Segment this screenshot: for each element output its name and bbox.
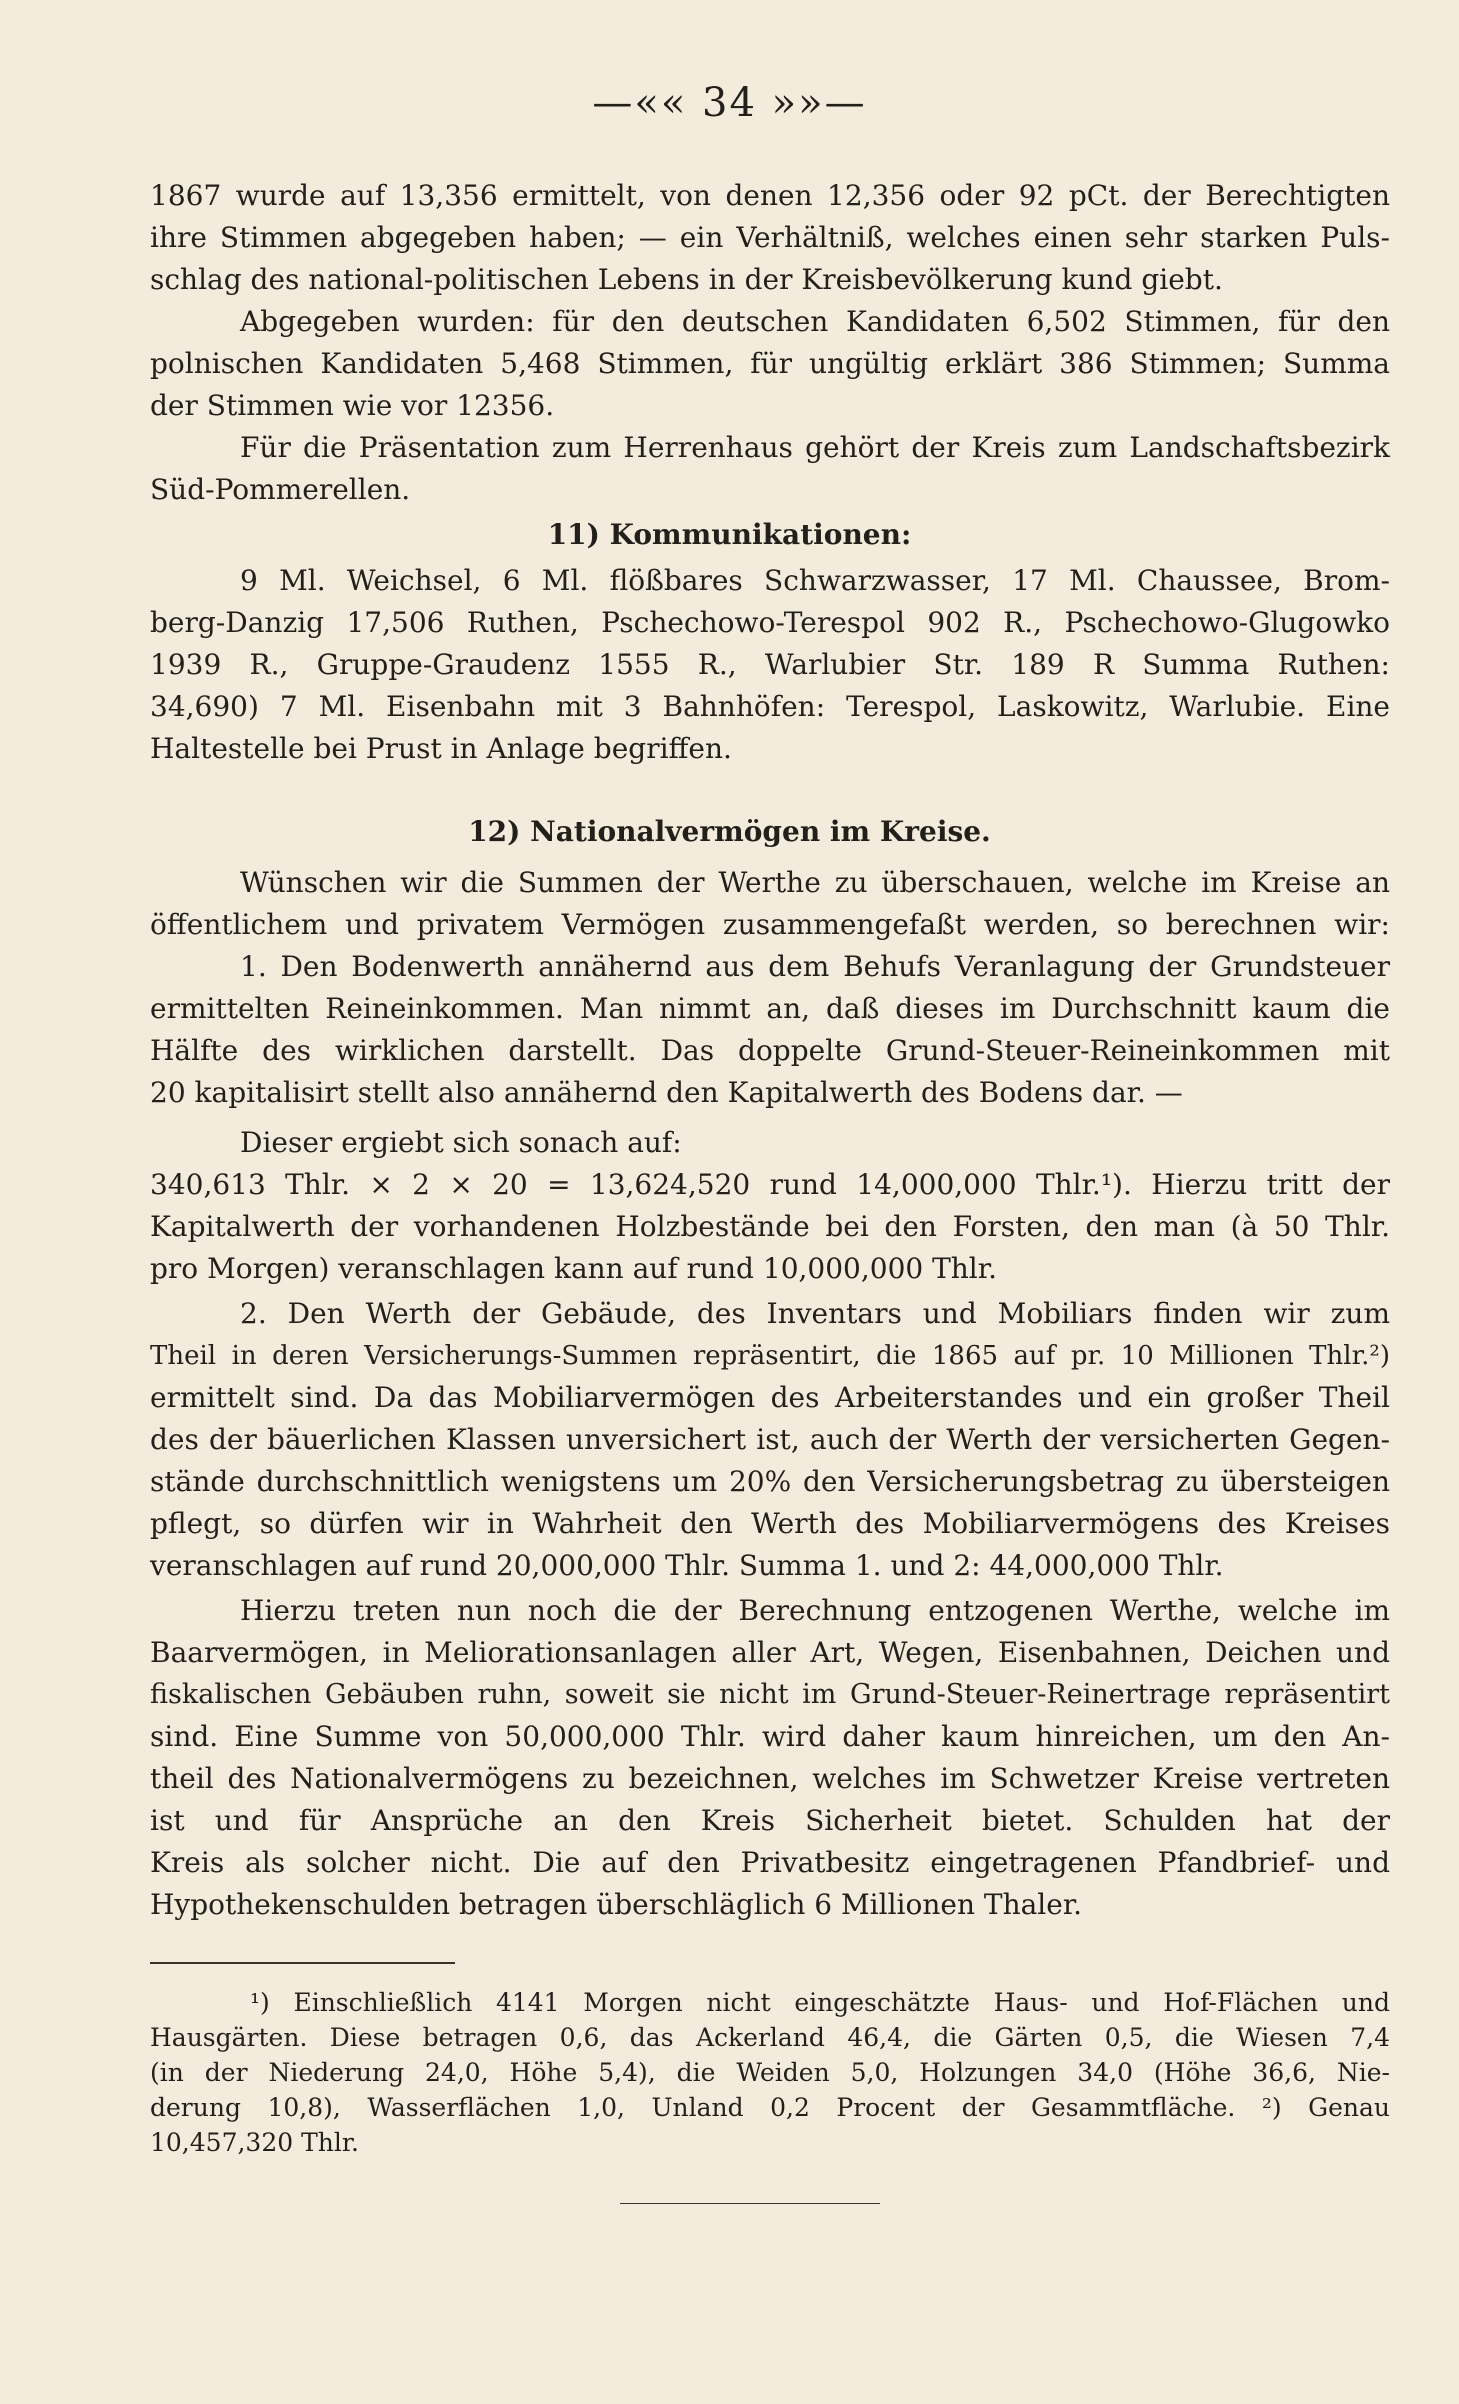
text-line: der Stimmen wie vor 12356. <box>150 389 555 422</box>
footnote-line: derung 10,8), Wasserflächen 1,0, Unland 0,2 Procent der Gesammtfläche. ²) Genau <box>150 2093 1390 2122</box>
text-line: Für die Präsentation zum Herrenhaus gehört der Kreis zum Landschaftsbezirk <box>240 431 1390 464</box>
text-line: Kapitalwerth der vorhandenen Holzbestände bei den Forsten, den man (à 50 Thlr. <box>150 1210 1390 1243</box>
text-line: fiskalischen Gebäuben ruhn, soweit sie nicht im Grund-Steuer-Reinertrage repräsentirt <box>150 1679 1390 1710</box>
text-line: 9 Ml. Weichsel, 6 Ml. flößbares Schwarzwasser, 17 Ml. Chaussee, Brom- <box>240 564 1390 597</box>
text-line: öffentlichem und privatem Vermögen zusammengefaßt werden, so berechnen wir: <box>150 908 1390 941</box>
text-line: Theil in deren Versicherungs-Summen repräsentirt, die 1865 auf pr. 10 Millionen Thlr.²) <box>150 1341 1390 1371</box>
text-line: 1867 wurde auf 13,356 ermittelt, von denen 12,356 oder 92 pCt. der Berechtigten <box>150 179 1390 212</box>
text-line: sind. Eine Summe von 50,000,000 Thlr. wird daher kaum hinreichen, um den An- <box>150 1720 1390 1753</box>
text-line: Hierzu treten nun noch die der Berechnung entzogenen Werthe, welche im <box>240 1594 1390 1627</box>
text-line: 1. Den Bodenwerth annähernd aus dem Behufs Veranlagung der Grundsteuer <box>240 950 1390 983</box>
text-line: Kreis als solcher nicht. Die auf den Privatbesitz eingetragenen Pfandbrief- und <box>150 1846 1390 1879</box>
text-line: schlag des national-politischen Lebens in der Kreisbevölkerung kund giebt. <box>150 263 1223 296</box>
text-line: Hälfte des wirklichen darstellt. Das doppelte Grund-Steuer-Reineinkommen mit <box>150 1034 1390 1067</box>
text-line: ihre Stimmen abgegeben haben; — ein Verhältniß, welches einen sehr starken Puls- <box>150 221 1390 254</box>
text-line: pro Morgen) veranschlagen kann auf rund 10,000,000 Thlr. <box>150 1252 997 1285</box>
text-line: 34,690) 7 Ml. Eisenbahn mit 3 Bahnhöfen: Terespol, Laskowitz, Warlubie. Eine <box>150 690 1390 723</box>
footnote-line: (in der Niederung 24,0, Höhe 5,4), die Weiden 5,0, Holzungen 34,0 (Höhe 36,6, Nie- <box>150 2058 1390 2087</box>
text-line: polnischen Kandidaten 5,468 Stimmen, für ungültig erklärt 386 Stimmen; Summa <box>150 347 1390 380</box>
bottom-rule <box>620 2203 880 2204</box>
text-line: Hypothekenschulden betragen überschläglich 6 Millionen Thaler. <box>150 1888 1083 1921</box>
text-line: theil des Nationalvermögens zu bezeichnen, welches im Schwetzer Kreise vertreten <box>150 1762 1390 1795</box>
text-line: des der bäuerlichen Klassen unversichert ist, auch der Werth der versicherten Gegen- <box>150 1423 1390 1456</box>
text-line: veranschlagen auf rund 20,000,000 Thlr. Summa 1. und 2: 44,000,000 Thlr. <box>150 1549 1224 1582</box>
text-line: 20 kapitalisirt stellt also annähernd den Kapitalwerth des Bodens dar. — <box>150 1076 1183 1109</box>
footnote-line: 10,457,320 Thlr. <box>150 2128 360 2157</box>
text-line: Dieser ergiebt sich sonach auf: <box>240 1126 682 1159</box>
text-line: pflegt, so dürfen wir in Wahrheit den Werth des Mobiliarvermögens des Kreises <box>150 1507 1390 1540</box>
text-line: Baarvermögen, in Meliorationsanlagen aller Art, Wegen, Eisenbahnen, Deichen und <box>150 1636 1390 1669</box>
text-line: 1939 R., Gruppe-Graudenz 1555 R., Warlubier Str. 189 R Summa Ruthen: <box>150 648 1390 681</box>
text-line: stände durchschnittlich wenigstens um 20% den Versicherungsbetrag zu übersteigen <box>150 1465 1390 1498</box>
section-heading: 11) Kommunikationen: <box>547 518 912 551</box>
text-line: ermittelten Reineinkommen. Man nimmt an, daß dieses im Durchschnitt kaum die <box>150 992 1390 1025</box>
text-line: ist und für Ansprüche an den Kreis Sicherheit bietet. Schulden hat der <box>150 1804 1390 1837</box>
footnote-line: ¹) Einschließlich 4141 Morgen nicht eingeschätzte Haus- und Hof-Flächen und <box>250 1988 1390 2017</box>
text-line: Wünschen wir die Summen der Werthe zu überschauen, welche im Kreise an <box>240 866 1390 899</box>
text-line: 340,613 Thlr. × 2 × 20 = 13,624,520 rund 14,000,000 Thlr.¹). Hierzu tritt der <box>150 1168 1390 1201</box>
text-line: berg-Danzig 17,506 Ruthen, Pschechowo-Terespol 902 R., Pschechowo-Glugowko <box>150 606 1390 639</box>
text-line: ermittelt sind. Da das Mobiliarvermögen des Arbeiterstandes und ein großer Theil <box>150 1381 1390 1414</box>
footnote-line: Hausgärten. Diese betragen 0,6, das Ackerland 46,4, die Gärten 0,5, die Wiesen 7,4 <box>150 2023 1390 2052</box>
section-heading: 12) Nationalvermögen im Kreise. <box>468 815 991 848</box>
text-line: Abgegeben wurden: für den deutschen Kandidaten 6,502 Stimmen, für den <box>240 305 1390 338</box>
text-line: Haltestelle bei Prust in Anlage begriffen. <box>150 732 732 765</box>
footnote-separator <box>150 1962 455 1964</box>
text-line: 2. Den Werth der Gebäude, des Inventars und Mobiliars finden wir zum <box>240 1297 1390 1330</box>
page-number: —«« 34 »»— <box>592 80 867 126</box>
text-line: Süd-Pommerellen. <box>150 473 411 506</box>
